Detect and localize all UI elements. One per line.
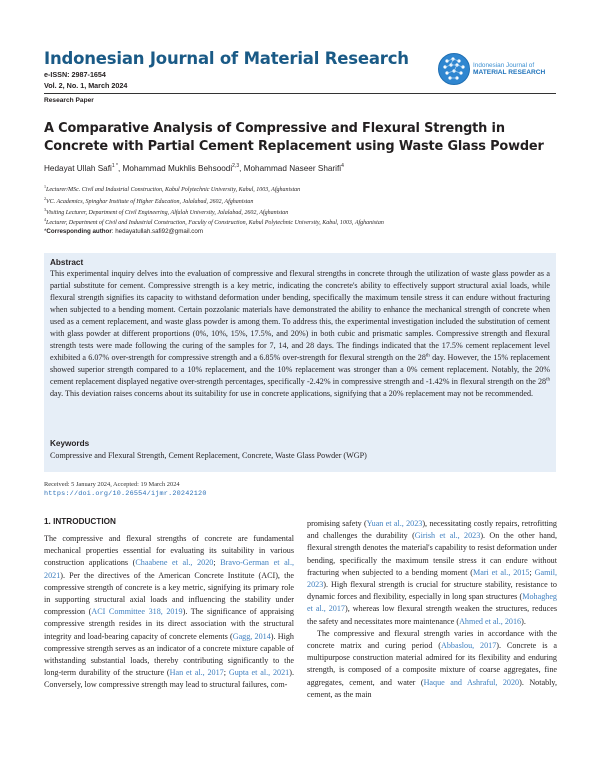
citation-link[interactable]: Mohagheg et al., 2017 — [307, 592, 557, 614]
body-column-left — [44, 533, 294, 692]
citation-link[interactable]: Girish et al., 2023 — [414, 531, 481, 541]
affiliation-number: 3 — [44, 207, 46, 212]
affiliation — [44, 196, 253, 205]
corresponding-label: Corresponding author — [46, 228, 112, 235]
body-text: ), whereas low flexural strength weaken the structures, reduces the safety and necessitates more maintenance ( — [307, 604, 557, 626]
author-affil-mark: 4 — [341, 163, 344, 169]
affiliation-text: VC. Academics, Spinghar Institute of Higher Education, Jalalabad, 2602, Afghanistan — [46, 199, 254, 205]
body-text: ). Per the directives of the American Concrete Institute (ACI), the compressive strength of concrete is a key metric, signifying its primary role in supporting structural axial loads and influencing the stability under compression ( — [44, 570, 294, 617]
paragraph — [307, 518, 557, 628]
body-text: ). Notably, cement, as the main — [307, 677, 557, 699]
body-text: ). High flexural strength is crucial for structure stability, resistance to dynamic forces and flexibility, especially in long span structures ( — [307, 580, 557, 602]
author-affil-mark: 2,3 — [232, 163, 240, 169]
journal-logo — [437, 52, 567, 88]
author-name: Mohammad Mukhlis Behsoodi — [122, 164, 233, 173]
abstract-heading: Abstract — [50, 258, 84, 267]
citation-link[interactable]: Gupta et al., 2021 — [228, 668, 290, 678]
affiliation-text: Visiting Lecturer, Department of Civil Engineering, Alfalah University, Jalalabad, 2602, Afghanistan — [46, 210, 289, 216]
section-heading: 1. INTRODUCTION — [44, 517, 116, 526]
author-list: Hedayat Ullah Safi$^{1 *}$, Mohammad Mukhlis Behsoodi$^{2,3}$, Mohammad Naseer Sharifi$^4$ — [44, 163, 344, 173]
citation-link[interactable]: Gamil, 2023 — [307, 567, 557, 590]
article-type: Research Paper — [44, 97, 94, 104]
ordinal-suffix: th — [425, 352, 430, 358]
citation-link[interactable]: Bravo-German et al., 2021 — [44, 558, 295, 580]
header-rule — [44, 93, 556, 94]
body-text: ; — [213, 558, 221, 568]
affiliation-text: Lecturer, Department of Civil and Industrial Construction, Faculty of Construction, Kabul Polytechnic University, Kabul, 1003, Afghanistan — [46, 220, 384, 226]
author-name: Hedayat Ullah Safi — [44, 164, 112, 173]
body-text: ). The significance of appraising compressive strength resides in its direct association with the structural integrity and load-bearing capacity of concrete elements ( — [44, 607, 294, 641]
volume-issue: Vol. 2, No. 1, March 2024 — [44, 81, 128, 90]
citation-link[interactable]: Haque and Ashraful, 2020 — [423, 677, 520, 687]
abstract-text — [50, 268, 550, 399]
body-text: ; — [529, 567, 535, 577]
paragraph — [307, 628, 557, 701]
keywords-heading: Keywords — [50, 439, 90, 448]
body-column-right — [307, 518, 557, 701]
body-text: ; — [223, 668, 229, 678]
ordinal-suffix: th — [546, 376, 550, 382]
article-title: A Comparative Analysis of Compressive and Flexural Strength in Concrete with Partial Cement Replacement using Waste Glass Powder — [44, 121, 544, 154]
citation-link[interactable]: ACI Committee 318, 2019 — [91, 607, 183, 617]
body-text: promising safety ( — [307, 519, 367, 528]
body-text: ), necessitating costly repairs, retrofitting and challenges the durability ( — [307, 519, 557, 541]
citation-link[interactable]: Mari et al., 2015 — [472, 567, 530, 577]
citation-link[interactable]: Ahmed et al., 2016 — [459, 616, 522, 626]
logo-text-top: Indonesian Journal of — [473, 62, 535, 69]
citation-link[interactable]: Yuan et al., 2023 — [366, 519, 423, 528]
journal-title: Indonesian Journal of Material Research — [44, 49, 409, 68]
corresponding-author: *Corresponding author: hedayatullah.safi92@gmail.com — [44, 228, 203, 235]
citation-link[interactable]: Chaabene et al., 2020 — [135, 558, 214, 568]
body-text: ). Concrete is a multipurpose construction material admired for its flexibility and enduring strength, is composed of a composite mixture of coarse aggregates, fine aggregates, cement, and water ( — [307, 641, 557, 687]
body-text: ). Conversely, low compressive strength may lead to structural failures, com- — [44, 668, 294, 690]
issn: e-ISSN: 2987-1654 — [44, 70, 106, 79]
globe-icon — [437, 52, 471, 86]
abstract-part: This experimental inquiry delves into the evaluation of compressive and flexural strengths in concrete through the utilization of waste glass powder as a partial substitute for cement. Compressive strength is a key metric, indicating the concrete's ability to effectively support structural axial loads, while flexural strength signifies its capacity to withstand deformation under bending, specifically the maximum tensile stress it can endure without fracturing when subjected to a bending moment. Certain pozzolanic materials have demonstrated the ability to enhance the mechanical strength of concrete when used as a cement replacement, and waste glass powder is among them. To address this, the experimental investigation included the substitution of cement with glass powder at different proportions (0%, 10%, 15%, 17.5%, and 20%) in both cubic and prismatic samples. Compressive strength and flexural strength tests were made following the curing of the samples for 7, 14, and 28 days. The findings indicated that the 17.5% cement replacement level exhibited a 6.07% over-strength for compressive strength and a 6.85% over-strength for flexural strength on the 28 — [50, 269, 550, 362]
affiliation-number: 4 — [44, 217, 46, 222]
received-accepted-dates: Received: 5 January 2024, Accepted: 19 March 2024 — [44, 481, 180, 488]
corresponding-email[interactable]: hedayatullah.safi92@gmail.com — [115, 228, 203, 235]
abstract-part: day. This deviation raises concerns about its suitability for use in concrete applications, signifying that a 20% replacement may not be recommended. — [50, 388, 534, 398]
body-text: ). — [521, 616, 526, 626]
affiliation — [44, 207, 288, 216]
abstract-box — [44, 253, 556, 472]
author-affil-mark: 1 * — [111, 163, 118, 169]
citation-link[interactable]: Gagg, 2014 — [232, 631, 271, 641]
affiliation-text: Lecturer/MSc. Civil and Industrial Construction, Kabul Polytechnic University, Kabul, 1003, Afghanistan — [46, 187, 301, 193]
citation-link[interactable]: Han et al., 2017 — [169, 668, 224, 678]
author-name: Mohammad Naseer Sharifi — [243, 164, 342, 173]
affiliation — [44, 217, 384, 226]
body-text: ). High compressive strength serves as an indicator of a concrete mixture capable of withstanding substantial loads, thereby contributing significantly to the long-term durability of the structure ( — [44, 631, 294, 678]
citation-link[interactable]: Abbaslou, 2017 — [441, 641, 497, 651]
body-text: ). On the other hand, flexural strength denotes the material's capability to resist deformation under bending, specifically the maximum tensile stress it can endure without fracturing when subjected to a bending moment ( — [307, 531, 557, 577]
body-text: The compressive and flexural strengths of concrete are fundamental mechanical properties essential for evaluating its suitability in various construction applications ( — [44, 534, 294, 568]
affiliation-number: 2 — [44, 196, 46, 201]
keywords-text: Compressive and Flexural Strength, Cement Replacement, Concrete, Waste Glass Powder (WGP) — [50, 451, 367, 460]
affiliation-number: 1 — [44, 184, 46, 189]
doi-link[interactable]: https://doi.org/10.26554/ijmr.20242120 — [44, 490, 207, 498]
abstract-part: day. However, the 15% replacement showed superior strength compared to a 10% replacement, and the 10% replacement was stronger than a 0% cement replacement. Notably, the 20% cement replacement displayed negative over-strength percentages, specifically -2.42% in compressive strength and -1.42% in flexural strength on the 28 — [50, 352, 550, 386]
body-text: The compressive and flexural strength varies in accordance with the concrete matrix and curing period ( — [307, 628, 557, 651]
logo-text-bottom: MATERIAL RESEARCH — [473, 69, 546, 76]
affiliation — [44, 184, 300, 193]
